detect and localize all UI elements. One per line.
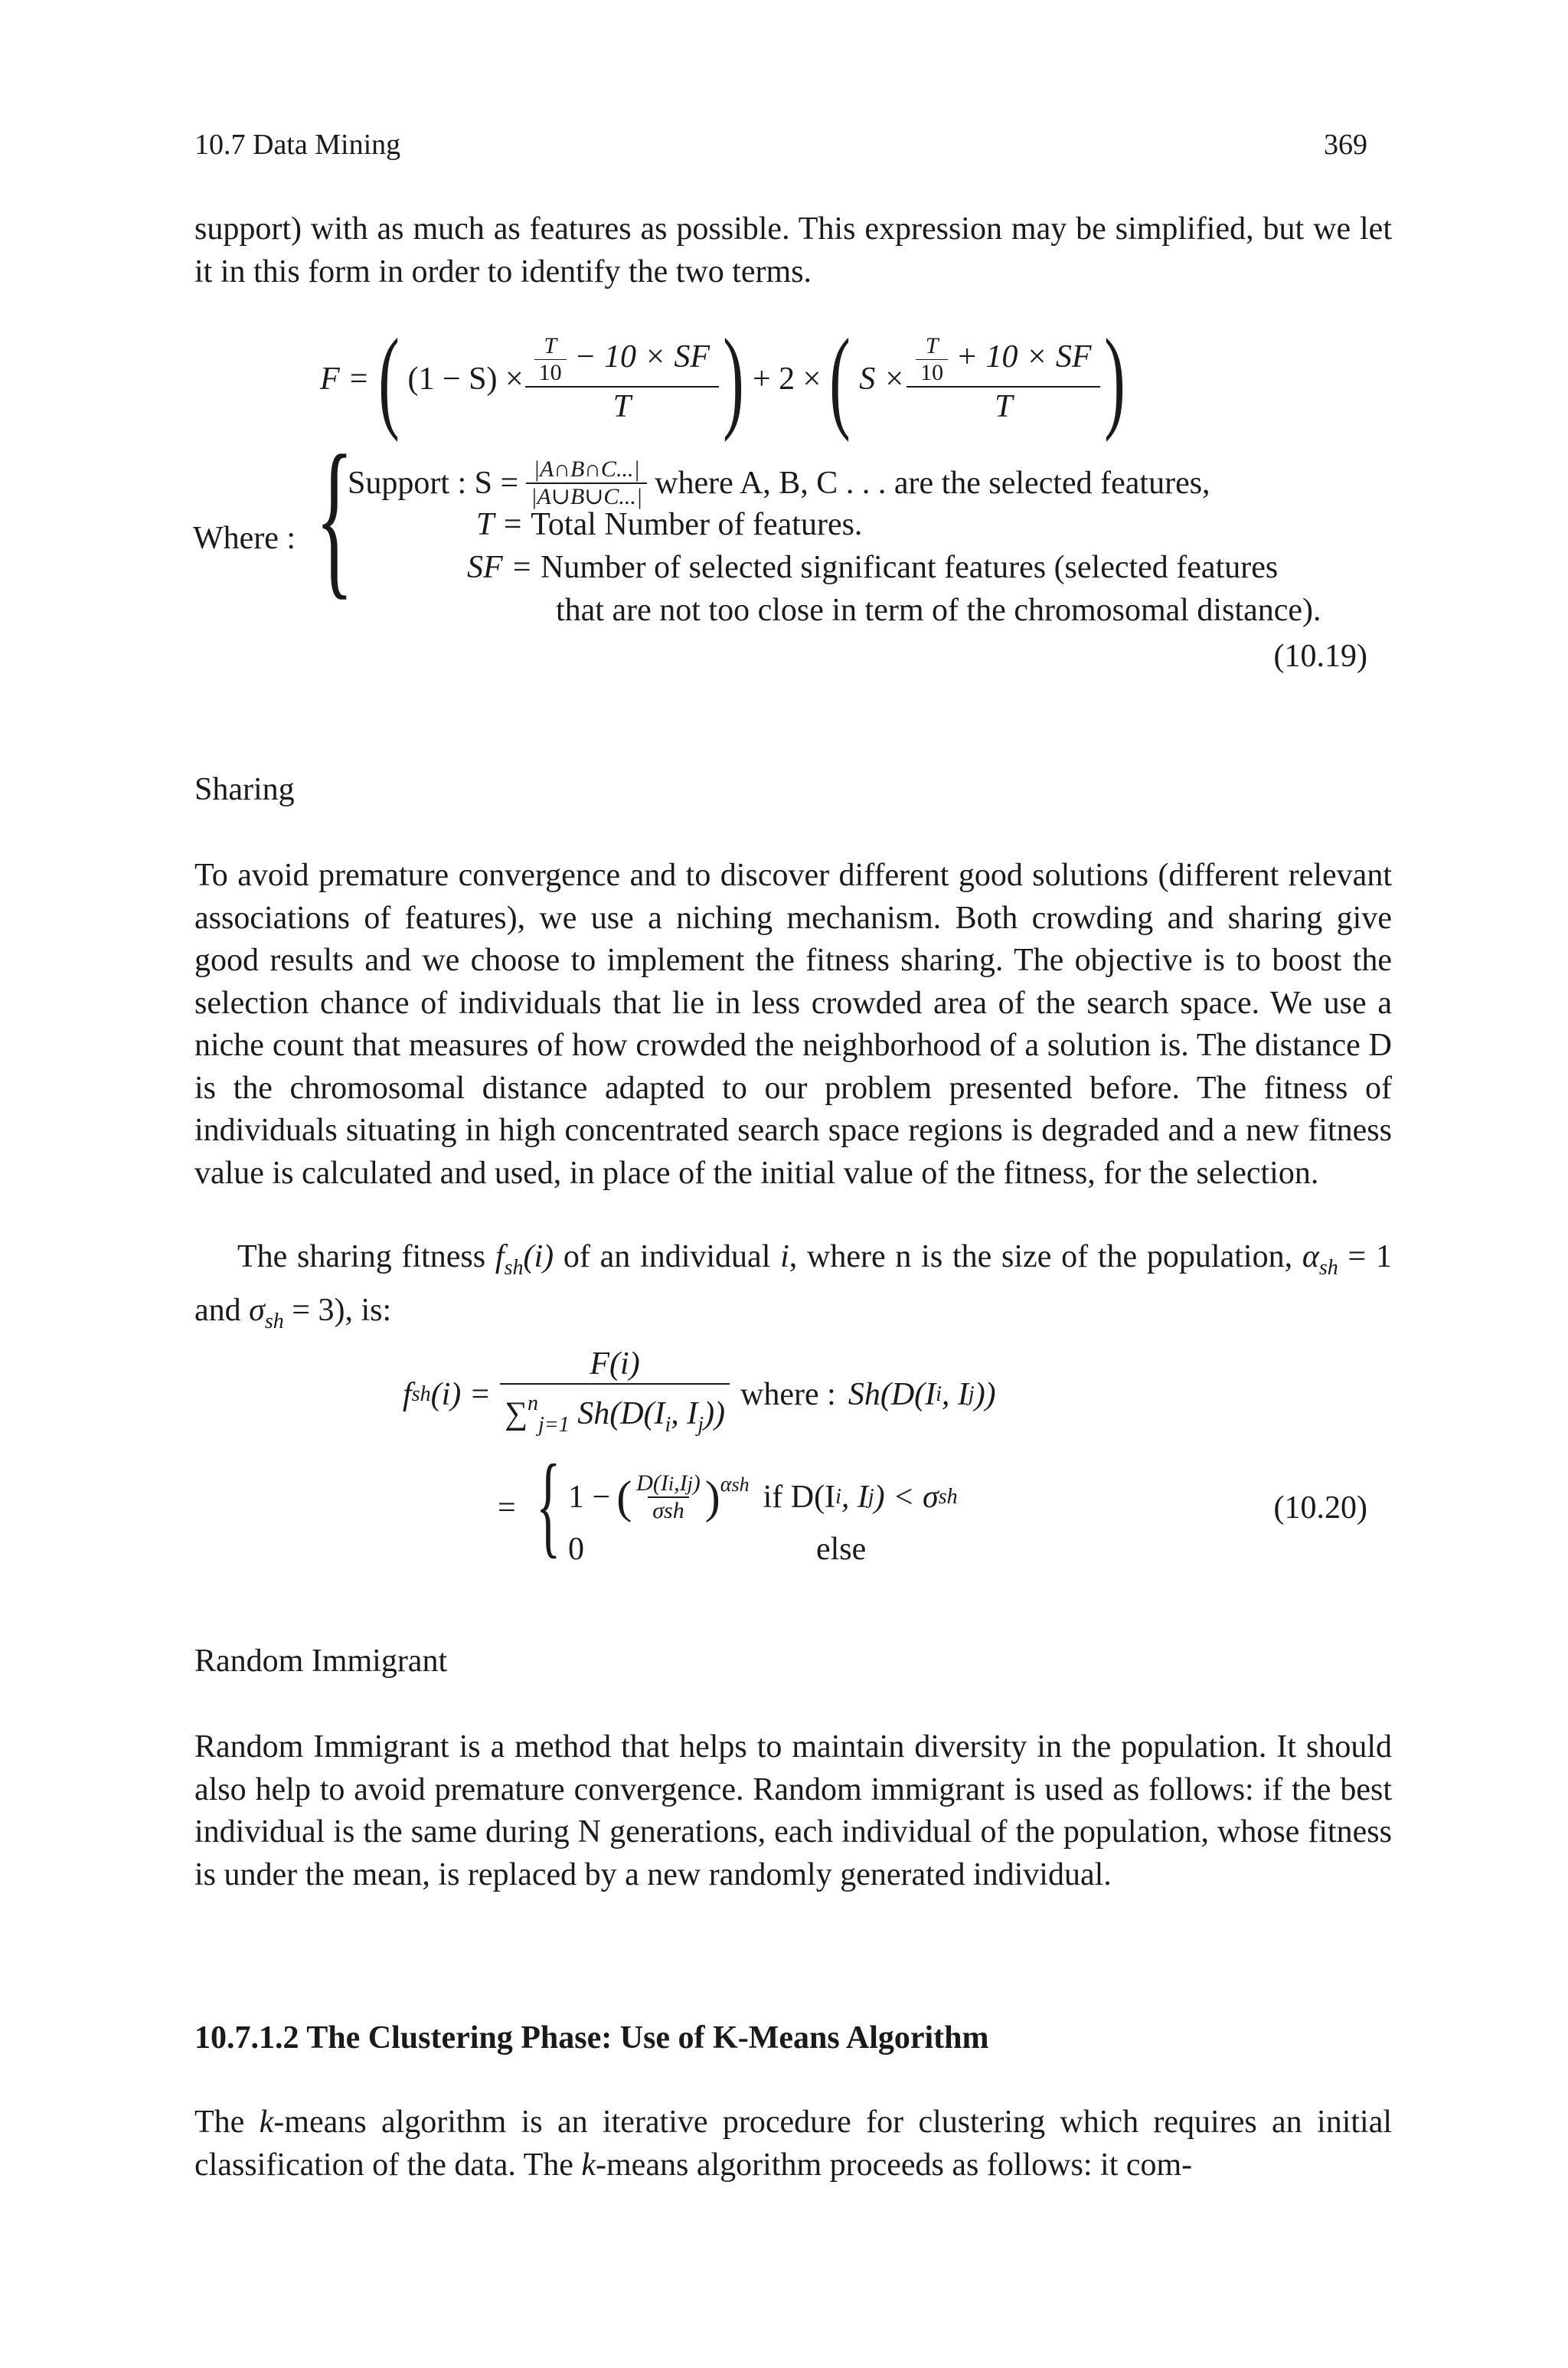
eq19-term1-denominator: T [525,386,719,426]
where-brace: { [315,419,354,614]
eq20-case1-fraction: $\frac{D(Ii,Ij)}{\text{σsh}}$ [636,1470,701,1523]
eq20-lhs-arg: (i) = [430,1377,492,1412]
clustering-paragraph: The k-means algorithm is an iterative procedure for clustering which requires an initial classification of the data. The k-means algorithm proceeds as follows: it com- [194,2105,1393,2183]
where-sf-line-2: that are not too close in term of the chromosomal distance). [556,593,1321,628]
where-support-line [348,456,1210,510]
eq19-term2-numerator [911,333,1096,386]
eq19-left-paren-1: ( [377,316,400,443]
sf-description-1: Number of selected significant features (selected features [541,550,1279,585]
eq20-numerator: F(i) [590,1346,640,1382]
eq19-term1-numerator [530,333,714,386]
eq20-main-fraction [500,1345,730,1444]
equation-10-20-line-1: f sh (i) = $\frac{F(i)}{\sum^n_{j=1} Sh(D(I_i, I_j))}$ where : Sh(D(I i , I j )) [403,1345,996,1444]
eq20-cases-brace: { [536,1441,561,1568]
eq19-right-paren-2: ) [1104,316,1126,443]
random-immigrant-heading: Random Immigrant [194,1644,448,1679]
support-denominator: |A∪B∪C...| [526,482,647,510]
support-description: where A, B, C . . . are the selected features, [655,466,1210,501]
sharing-heading: Sharing [194,772,295,807]
eq19-right-paren-1: ) [723,316,744,443]
support-fraction [526,456,647,510]
eq19-small-t: T [544,332,557,358]
eq19-small-10: 10 [534,359,567,386]
eq19-small-t-b: T [925,332,939,358]
t-label: T = [476,507,524,542]
eq20-equals-2: = [498,1490,516,1526]
sharing-paragraph-1: To avoid premature convergence and to discover different good solutions (different relevant associations of features), we use a niching mechanism. Both crowding and sharing give good results and we choose to implement the fitness sharing. The objective is to boost the selection chance of individuals that lie in less crowded area of the search space. We use a niche count that measures of how crowded the neighborhood of a solution is. The distance D is the chromosomal distance adapted to our problem presented before. The fitness of individuals situating in high concentrated search space regions is degraded and a new fitness value is calculated and used, in place of the initial value of the fitness, for the selection. [194,858,1392,1191]
intro-paragraph: support) with as much as features as possible. This expression may be simplified, but we let it in this form in order to identify the two terms. [194,211,1392,289]
random-immigrant-paragraph: Random Immigrant is a method that helps to maintain diversity in the population. It should also help to avoid premature convergence. Random immigrant is used as follows: if the best individual is the same during N generations, each individual of the population, whose fitness is under the mean, is replaced by a new randomly generated individual. [194,1729,1392,1892]
eq19-plus-two: + 2 × [752,361,822,397]
eq20-lhs-f: f [403,1377,412,1412]
eq20-case-2-condition: else [816,1532,867,1567]
support-numerator: |A∩B∩C...| [533,456,640,482]
eq20-where: where : [740,1377,836,1412]
equation-10-19-formula [320,316,1134,443]
eq19-t-over-10-b [916,333,948,386]
eq19-term2-num-rest: + 10 × SF [956,339,1092,374]
page-number: 369 [1324,129,1367,161]
sf-label: SF = [467,550,533,585]
eq20-denominator: ∑$^n_{j=1}$ $Sh(D(I_i$, $I_j$)) [500,1383,730,1444]
eq19-term1-prefix: (1 − S) × [407,361,524,397]
eq19-term2-denominator: T [906,386,1100,426]
eq19-lhs: F = [320,361,370,397]
eq20-case-2-value: 0 [568,1532,584,1567]
eq19-t-over-10 [534,333,567,386]
eq19-small-10-b: 10 [916,359,948,386]
where-label: Where : [193,521,296,556]
t-description: Total Number of features. [531,507,863,542]
eq19-left-paren-2: ( [829,316,851,443]
eq19-term1-num-rest: − 10 × SF [574,339,710,374]
eq19-term2-prefix: S × [859,361,906,397]
sharing-paragraph-2: The sharing fitness $f_{sh}(i)$ of an individual i, where n is the size of the population, $\alpha_{sh} = 1$ and $\sigma_{sh} = 3$), is: [194,1239,1393,1333]
eq20-case-1: 1 − ( $\frac{D(Ii,Ij)}{\text{σsh}}$ ) αsh if D(I i , I j ) < σ sh [568,1470,958,1523]
equation-number-10-19: (10.19) [1273,639,1367,674]
section-title-clustering: 10.7.1.2 The Clustering Phase: Use of K-Means Algorithm [194,2020,989,2056]
eq19-term2-fraction [911,333,1096,426]
where-sf-line [467,548,1278,587]
running-header-section: 10.7 Data Mining [194,129,401,161]
where-t-line [476,505,862,544]
equation-number-10-20: (10.20) [1273,1490,1367,1526]
eq19-term1-fraction [530,333,714,426]
support-label: Support : S = [348,466,519,501]
